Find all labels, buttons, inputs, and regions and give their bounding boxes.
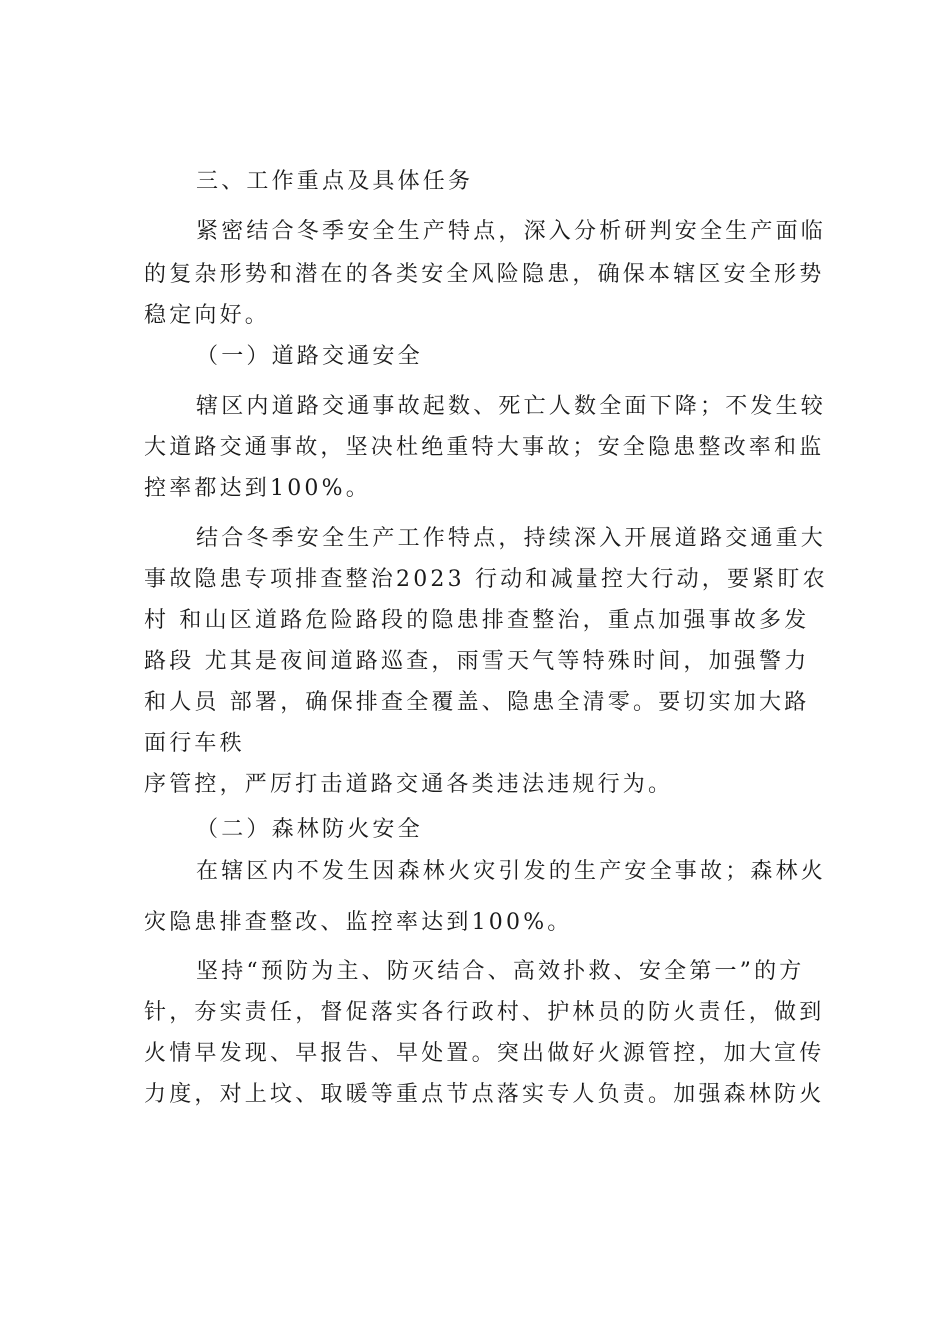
paragraph-line: 稳定向好。 <box>144 303 271 328</box>
paragraph-line: 针，夯实责任，督促落实各行政村、护林员的防火责任，做到 <box>144 1000 825 1025</box>
paragraph-line: 火情早发现、早报告、早处置。突出做好火源管控，加大宣传 <box>144 1041 825 1066</box>
paragraph-line: 和人员 部署，确保排查全覆盖、隐患全清零。要切实加大路 <box>144 690 810 715</box>
paragraph-line: 大道路交通事故，坚决杜绝重特大事故；安全隐患整改率和监 <box>144 435 825 460</box>
subsection-heading-road: （一）道路交通安全 <box>196 344 423 369</box>
paragraph-line: 灾隐患排查整改、监控率达到100%。 <box>144 910 573 935</box>
paragraph-line: 辖区内道路交通事故起数、死亡人数全面下降；不发生较 <box>196 394 827 419</box>
paragraph-line: 力度，对上坟、取暖等重点节点落实专人负责。加强森林防火 <box>144 1082 825 1107</box>
paragraph-line: 坚持“预防为主、防灭结合、高效扑救、安全第一”的方 <box>196 959 805 984</box>
paragraph-line: 序管控，严厉打击道路交通各类违法违规行为。 <box>144 772 674 797</box>
paragraph-line: 事故隐患专项排查整治2023 行动和减量控大行动，要紧盯农 <box>144 567 828 592</box>
paragraph-line: 控率都达到100%。 <box>144 476 371 501</box>
paragraph-line: 面行车秩 <box>144 731 245 756</box>
section-heading: 三、工作重点及具体任务 <box>196 169 474 194</box>
paragraph-line: 村 和山区道路危险路段的隐患排查整治，重点加强事故多发 <box>144 608 810 633</box>
paragraph-line: 在辖区内不发生因森林火灾引发的生产安全事故；森林火 <box>196 859 827 884</box>
paragraph-line: 结合冬季安全生产工作特点，持续深入开展道路交通重大 <box>196 526 827 551</box>
paragraph-line: 路段 尤其是夜间道路巡查，雨雪天气等特殊时间，加强警力 <box>144 649 810 674</box>
paragraph-line: 的复杂形势和潜在的各类安全风险隐患，确保本辖区安全形势 <box>144 262 825 287</box>
paragraph-line: 紧密结合冬季安全生产特点，深入分析研判安全生产面临 <box>196 219 827 244</box>
subsection-heading-forest: （二）森林防火安全 <box>196 817 423 842</box>
